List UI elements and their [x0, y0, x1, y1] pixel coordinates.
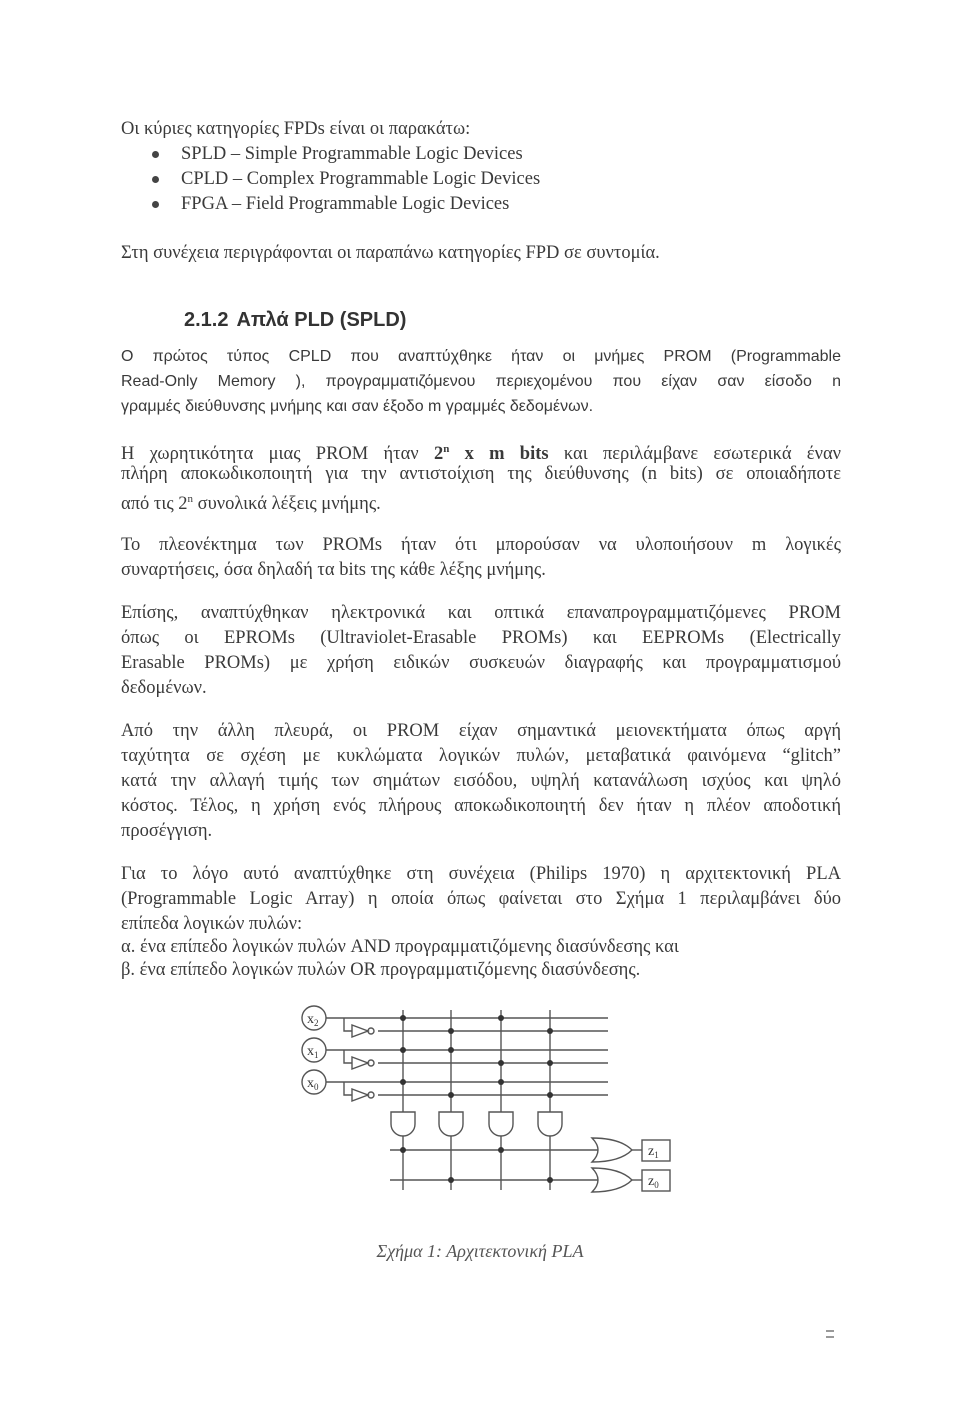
paragraph-line: κατά την αλλαγή τιμής των σημάτων εισόδου, υψηλή κατανάλωση ισχύος και ψηλό — [121, 771, 841, 791]
paragraph-line: από τις 2$^n$ συνολικά λέξεις μνήμης. — [121, 493, 381, 515]
paragraph-line: Το πλεονέκτημα των PROMs ήταν ότι μπορούσαν να υλοποιήσουν m λογικές — [121, 535, 841, 555]
paragraph-line: γραμμές διεύθυνσης μνήμης και σαν έξοδο m γραμμές δεδομένων. — [121, 398, 594, 415]
bullet-dot-icon — [152, 151, 159, 158]
paragraph-line: όπως οι EPROMs (Ultraviolet-Erasable PROMs) και EEPROMs (Electrically — [121, 628, 841, 648]
paragraph-line: Η χωρητικότητα μιας PROM ήταν 2$^n$ x m bits και περιλάμβανε εσωτερικά έναν — [121, 443, 841, 465]
page-mark — [826, 1330, 834, 1332]
paragraph-line: επίπεδα λογικών πυλών: — [121, 914, 303, 934]
input-label-x0: $x_0$ — [307, 1076, 319, 1092]
bullet-dot-icon — [152, 201, 159, 208]
section-heading — [184, 309, 406, 332]
pla-architecture-figure — [290, 1000, 690, 1205]
intro-followup-text: Στη συνέχεια περιγράφονται οι παραπάνω κατηγορίες FPD σε συντομία. — [121, 243, 660, 263]
paragraph-line: Erasable PROMs) με χρήση ειδικών συσκευών διαγραφής και προγραμματισμού — [121, 653, 841, 673]
input-label-x1: $x_1$ — [307, 1044, 319, 1060]
paragraph-line: Για το λόγο αυτό αναπτύχθηκε στη συνέχεια (Philips 1970) η αρχιτεκτονική PLA — [121, 864, 841, 884]
paragraph-line: Από την άλλη πλευρά, οι PROM είχαν σημαντικά μειονεκτήματα όπως αργή — [121, 721, 841, 741]
section-title: Απλά PLD (SPLD) — [236, 309, 407, 331]
paragraph-line: Επίσης, αναπτύχθηκαν ηλεκτρονικά και οπτικά επαναπρογραμματιζόμενες PROM — [121, 603, 841, 623]
output-label-z1: $z_1$ — [648, 1144, 659, 1160]
bullet-item: CPLD – Complex Programmable Logic Devices — [152, 167, 540, 191]
output-label-z0: $z_0$ — [648, 1174, 659, 1190]
paragraph-line: Read-Only Memory ), προγραμματιζόμενου περιεχομένου που είχαν σαν είσοδο n — [121, 373, 841, 390]
paragraph-line: δεδομένων. — [121, 678, 207, 698]
list-item: β. ένα επίπεδο λογικών πυλών OR προγραμματιζόμενης διασύνδεσης. — [121, 960, 641, 980]
paragraph-line: ταχύτητα σε σχέση με κυκλώματα λογικών πυλών, μεταβατικά φαινόμενα “glitch” — [121, 746, 841, 766]
paragraph-line: πλήρη αποκωδικοποιητή για την αντιστοίχιση της διεύθυνσης (n bits) σε οποιαδήποτε — [121, 464, 841, 484]
paragraph-line: συναρτήσεις, όσα δηλαδή τα bits της κάθε λέξης μνήμης. — [121, 560, 546, 580]
figure-caption: Σχήμα 1: Αρχιτεκτονική PLA — [376, 1241, 584, 1261]
bullet-dot-icon — [152, 176, 159, 183]
paragraph-line: προσέγγιση. — [121, 821, 213, 841]
bullet-item: FPGA – Field Programmable Logic Devices — [152, 192, 509, 216]
paragraph-line: Ο πρώτος τύπος CPLD που αναπτύχθηκε ήταν οι μνήμες PROM (Programmable — [121, 348, 841, 365]
bullet-item: SPLD – Simple Programmable Logic Devices — [152, 142, 523, 166]
paragraph-line: κόστος. Τέλος, η χρήση ενός πλήρους αποκωδικοποιητή δεν ήταν η πλέον αποδοτική — [121, 796, 841, 816]
page-mark — [826, 1336, 834, 1338]
input-label-x2: $x_2$ — [307, 1012, 319, 1028]
intro-text: Οι κύριες κατηγορίες FPDs είναι οι παρακάτω: — [121, 119, 471, 139]
list-item: α. ένα επίπεδο λογικών πυλών AND προγραμματιζόμενης διασύνδεσης και — [121, 937, 679, 957]
section-number: 2.1.2 — [184, 309, 229, 331]
paragraph-line: (Programmable Logic Array) η οποία όπως φαίνεται στο Σχήμα 1 περιλαμβάνει δύο — [121, 889, 841, 909]
